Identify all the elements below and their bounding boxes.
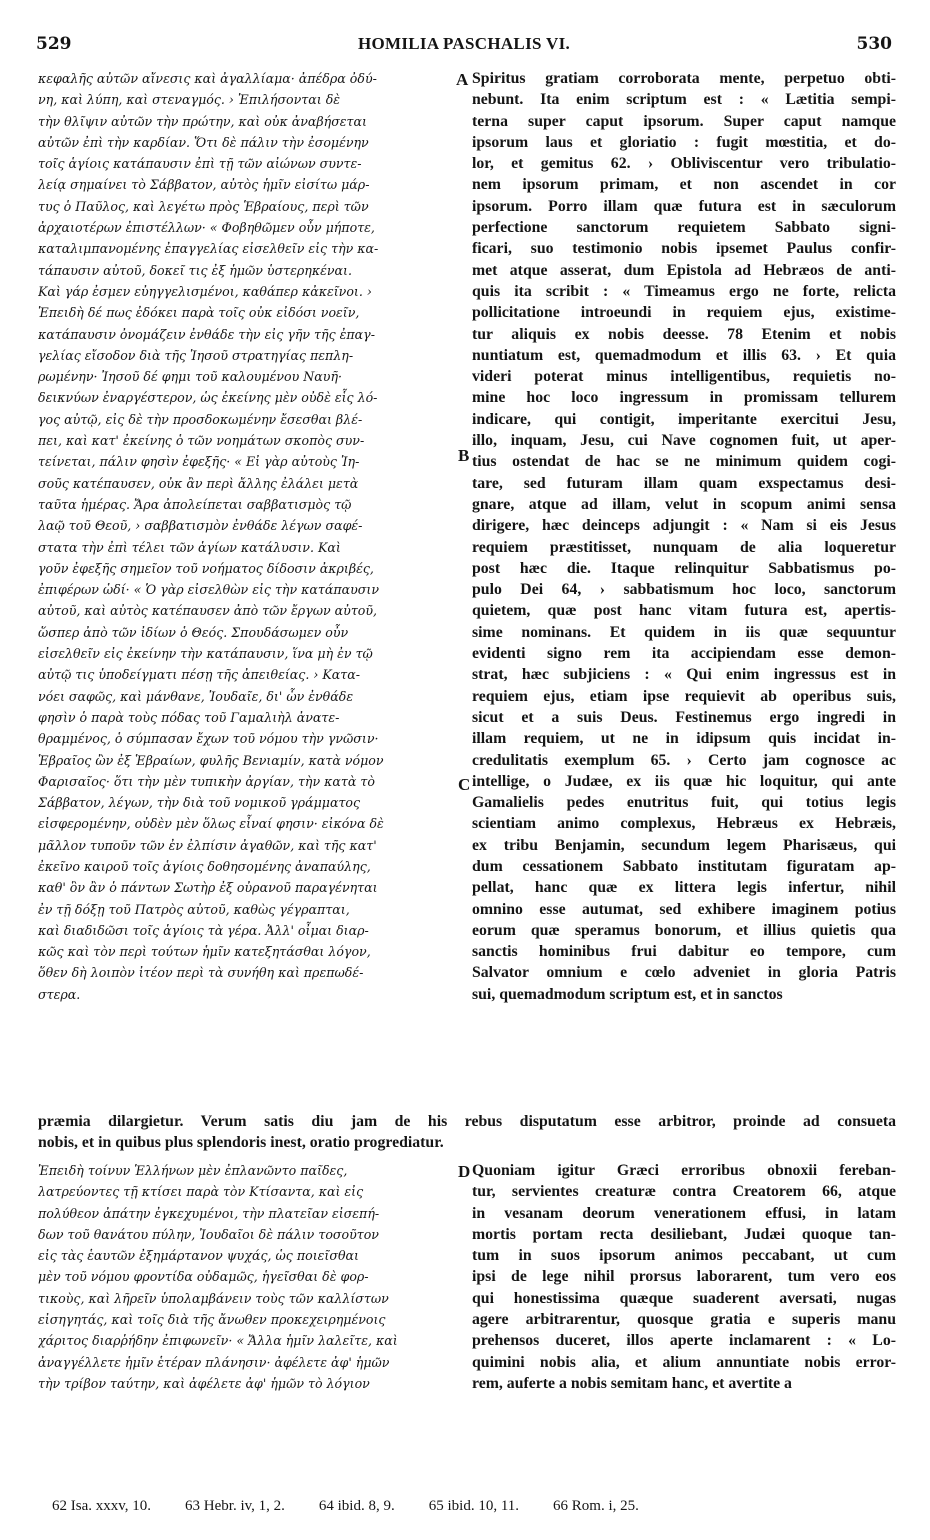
text-line: sicut et a suis Deus. Festinemus ergo ingredi in	[472, 708, 896, 726]
text-line: ἀρχαιοτέρων ἐπιστέλλων· « Φοβηθῶμεν οὖν μήποτε,	[38, 220, 375, 236]
margin-letter-b: B	[458, 446, 470, 465]
text-line: tur, servientes creaturæ contra Creatorem 66, atque	[472, 1183, 896, 1201]
text-line: in vesanam deorum venerationem effusi, in latam	[472, 1204, 896, 1222]
text-line: κατάπαυσιν ὀνομάζειν ἐνθάδε τὴν εἰς γῆν τῆς ἐπαγ-	[38, 326, 375, 342]
text-line: indicare, qui contigit, imperitante exercitui Jesu,	[472, 410, 896, 428]
text-line: λείᾳ σημαίνει τὸ Σάββατον, αὐτὸς ἡμῖν εἰσίτω μάρ-	[38, 177, 370, 193]
text-line: στερα.	[38, 986, 81, 1002]
text-line: sui, quemadmodum scriptum est, et in sanctos	[472, 985, 783, 1003]
text-line: intellige, o Judæe, ex iis quæ hic loquitur, qui ante	[472, 772, 896, 790]
text-line: ex tribu Benjamin, secundum legem Pharisæus, qui	[472, 836, 896, 854]
text-line: ipsorum laus et gloriatio : fugit mœstitia, et do-	[472, 133, 896, 151]
text-line: omnino esse autumat, sed exhibere imaginem potius	[472, 900, 896, 918]
text-line: δων τοῦ θανάτου πύλην, Ἰουδαῖοι δὲ πάλιν τοσοῦτον	[38, 1226, 379, 1242]
text-line: Καὶ γάρ ἐσμεν εὐηγγελισμένοι, καθάπερ κἀκεῖνοι. ›	[38, 283, 372, 299]
text-line: τοῖς ἁγίοις κατάπαυσιν ἐπὶ τῇ τῶν αἰώνων συντε-	[38, 156, 362, 172]
text-line: Ἑβραῖος ὢν ἐξ Ἑβραίων, φυλῆς Βενιαμίν, κατὰ νόμον	[38, 752, 384, 768]
latin-column-second-section	[472, 1160, 896, 1394]
text-line: τικοὺς, καὶ λῆρεῖν ὑπολαμβάνειν τοὺς τῶν καλλίστων	[38, 1290, 389, 1306]
text-line: τυς ὁ Παῦλος, καὶ λεγέτω πρὸς Ἑβραίους, περὶ τῶν	[38, 198, 369, 214]
footnote: 63 Hebr. iv, 1, 2.	[185, 1498, 285, 1514]
text-line: ficari, suo testimonio nobis ipsemet Paulus confir-	[472, 240, 896, 258]
text-line: ipsorum. Porro illam quæ futura est in sæculorum	[472, 197, 896, 215]
footnote: 66 Rom. i, 25.	[553, 1498, 639, 1514]
text-line: eorum quæ speramus bonorum, et illius quietis qua	[472, 921, 896, 939]
text-line: evidenti signo rem ita accipiendam esse demon-	[472, 645, 896, 663]
text-line: εἰσφερομένην, οὐδὲν μὲν ὅλως εἶναί φησιν· εἰκόνα δὲ	[38, 816, 384, 832]
text-line: ὅθεν δὴ λοιπὸν ἰτέον περὶ τὰ συνήθη καὶ πρεπωδέ-	[38, 965, 364, 981]
text-line: nuntiatum est, quemadmodum et illis 63. › Et quia	[472, 346, 896, 364]
text-line: pollicitatione introeundi in requiem ejus, existime-	[472, 304, 896, 322]
footnote: 64 ibid. 8, 9.	[318, 1498, 395, 1514]
text-line: σοῦς κατέπαυσεν, οὐκ ἂν περὶ ἄλλης ἐλάλει μετὰ	[38, 475, 359, 491]
text-line: strat, hæc subjiciens : « Qui enim ingressus est in	[472, 666, 896, 684]
text-line: Spiritus gratiam corroborata mente, perpetuo obti-	[472, 70, 896, 87]
full-width-paragraph	[38, 1111, 896, 1154]
text-line: γος αὐτῷ, εἰς δὲ τὴν προσδοκωμένην ἔσεσθαι βλέ-	[38, 411, 363, 427]
text-line: requiem præstitisset, nunquam de alia loqueretur	[472, 538, 896, 556]
text-line: lor, et gemitus 62. › Obliviscentur vero tribulatio-	[472, 155, 896, 173]
text-line: θραμμένος, ὁ σύμπασαν ἔχων τοῦ νόμου τὴν γνῶσιν·	[38, 731, 379, 747]
greek-column-second-section	[38, 1160, 456, 1394]
page-number-right: 530	[856, 34, 892, 54]
text-line: καὶ διαδιδῶσι τοῖς ἁγίοις τὰ γέρα. Ἀλλ' οἶμαι διαρ-	[38, 922, 369, 938]
text-line: mine hoc loco ingressum in promissam tellurem	[472, 389, 896, 407]
text-line: νόει σαφῶς, καὶ μάνθανε, Ἰουδαῖε, δι' ὧν ἐνθάδε	[38, 688, 354, 704]
text-line: agere arbitrarentur, quosque gratia e superis manu	[472, 1311, 896, 1329]
text-line: illam requiem, ut ne in idipsum quis incidat in-	[472, 730, 896, 748]
text-line: pulo Dei 64, › sabbatismum hoc loco, sanctorum	[472, 581, 896, 599]
text-line: Φαρισαῖος· ὅτι τὴν μὲν τυπικὴν ἀργίαν, τὴν κατὰ τὸ	[38, 773, 375, 789]
text-line: requiem ejus, etiam ipse requievit ab operibus suis,	[472, 687, 896, 705]
latin-column	[472, 68, 896, 1005]
text-line: ἐκεῖνο καιροῦ τοῖς ἁγίοις δοθησομένης ἀναπαύλης,	[38, 858, 371, 874]
text-line: nobis, et in quibus plus splendoris inest, oratio progrediatur.	[38, 1134, 444, 1152]
text-line: scientiam animo complexus, Hebræus ex Hebræis,	[472, 815, 896, 833]
text-line: γοῦν ἐφεξῆς σημεῖον τοῦ νοήματος δίδοσιν ἀκριβές,	[38, 560, 374, 576]
text-line: gnare, atque ad illam, velut in scopum animi sensa	[472, 495, 896, 513]
text-line: τείνεται, πάλιν φησὶν ἐφεξῆς· « Εἰ γὰρ αὐτοὺς Ἰη-	[38, 454, 360, 470]
text-line: dirigere, hæc deinceps adjungit : « Nam si eis Jesus	[472, 517, 896, 535]
text-line: rem, auferte a nobis semitam hanc, et avertite a	[472, 1374, 792, 1392]
text-line: videri poterat minus intelligentibus, requietis no-	[472, 368, 896, 386]
text-line: πει, καὶ κατ' ἐκείνης ὁ τῶν νοημάτων σκοπὸς συν-	[38, 433, 365, 449]
text-line: εἰσελθεῖν εἰς ἐκείνην τὴν κατάπαυσιν, ἵνα μὴ ἐν τῷ	[38, 646, 373, 662]
text-line: Gamalielis pedes enutritus fuit, qui totius legis	[472, 794, 896, 812]
page-number-left: 529	[36, 34, 72, 54]
running-title: HOMILIA PASCHALIS VI.	[357, 34, 571, 53]
text-line: qui honestissima quæque suaderent aversati, nugas	[472, 1289, 896, 1307]
text-line: tius ostendat de hac se ne minimum quidem cogi-	[472, 453, 896, 471]
text-line: Σάββατον, λέγων, τὴν διὰ τοῦ νομικοῦ γράμματος	[38, 795, 361, 811]
text-line: quimini nobis alia, et alium annuntiate nobis error-	[472, 1353, 896, 1371]
footnote: 62 Isa. xxxv, 10.	[52, 1498, 152, 1514]
text-line: στατα τὴν ἐπὶ τέλει τῶν ἁγίων κατάλυσιν. Καὶ	[38, 539, 341, 555]
text-line: αὐτῷ τις ὑποδείγματι πέσῃ τῆς ἀπειθείας. › Κατα-	[38, 667, 361, 683]
text-line: ipsi de lege nihil prorsus laborarent, tum vero eos	[472, 1268, 896, 1286]
text-line: mortis portam recta desiliebant, Judæi quoque tan-	[472, 1225, 896, 1243]
text-line: εἰς τὰς ἑαυτῶν ἐξημάρτανον ψυχάς, ὡς ποιεῖσθαι	[38, 1248, 359, 1264]
text-line: credulitatis exemplum 65. › Certo jam cognosce ac	[472, 751, 896, 769]
text-line: αὐτῶν ἐπὶ τὴν καρδίαν. Ὅτι δὲ πάλιν τὴν ἐσομένην	[38, 134, 369, 150]
text-line: καταλιμπανομένης ἐπαγγελίας εἰσελθεῖν εἰς τὴν κα-	[38, 241, 379, 257]
text-line: quietem, quæ post hanc vitam futura est, apertis-	[472, 602, 896, 620]
text-line: ρωμένην· Ἰησοῦ δέ φημι τοῦ καλουμένου Ναυῆ·	[38, 369, 343, 385]
page-header	[36, 34, 892, 62]
text-line: Quoniam igitur Græci erroribus obnoxii fereban-	[472, 1162, 896, 1179]
text-line: ὥσπερ ἀπὸ τῶν ἰδίων ὁ Θεός. Σπουδάσωμεν οὖν	[38, 624, 349, 640]
text-line: Ἐπειδὴ δέ πως ἐδόκει παρὰ τοῖς οὐκ εἰδόσι νοεῖν,	[38, 305, 360, 321]
text-line: τάπαυσιν αὐτοῦ, δοκεῖ τις ἐξ ἡμῶν ὑστερηκέναι.	[38, 262, 352, 278]
text-line: ταῦτα ἡμέρας. Ἄρα ἀπολείπεται σαββατισμὸς τῷ	[38, 496, 352, 512]
text-line: Ἐπειδὴ τοίνυν Ἑλλήνων μὲν ἐπλανῶντο παῖδες,	[38, 1163, 348, 1178]
text-line: ἐπιφέρων ὡδί· « Ὁ γὰρ εἰσελθὼν εἰς τὴν κατάπαυσιν	[38, 582, 379, 598]
margin-letter-d: D	[458, 1162, 471, 1181]
text-line: terna super caput ipsorum. Super caput namque	[472, 112, 896, 130]
margin-letter-a: A	[456, 70, 469, 89]
text-line: μὲν τοῦ νόμου φροντίδα οὐδαμῶς, ἡγεῖσθαι δὲ φορ-	[38, 1269, 369, 1285]
text-line: illo, inquam, Jesu, cui Nave cognomen fuit, ut aper-	[472, 432, 896, 450]
text-line: εἰσηγητάς, καὶ τοῖς διὰ τῆς ἄνωθεν προκεχειρημένοις	[38, 1312, 386, 1328]
text-line: perfectione sanctorum requietem Sabbato signi-	[472, 219, 896, 237]
text-line: φησὶν ὁ παρὰ τοὺς πόδας τοῦ Γαμαλιὴλ ἀνατε-	[38, 709, 340, 725]
text-line: tur aliquis ex nobis deesse. 78 Etenim et nobis	[472, 325, 896, 343]
text-line: γελίας εἴσοδον διὰ τῆς Ἰησοῦ στρατηγίας πεπλη-	[38, 347, 354, 363]
text-line: prehensos duceret, illos aperte inclamarent : « Lo-	[472, 1332, 896, 1350]
text-line: met atque asserat, dum Epistola ad Hebræos de anti-	[472, 261, 896, 279]
text-line: sanctis hominibus frui dabitur eo tempore, cum	[472, 943, 896, 961]
text-line: λατρεύοντες τῇ κτίσει παρὰ τὸν Κτίσαντα, καὶ εἰς	[38, 1184, 364, 1200]
text-line: post hæc die. Itaque relinquitur Sabbatismus po-	[472, 559, 896, 577]
text-line: sime nominans. Et quidem in iis quæ sequuntur	[472, 623, 896, 641]
text-line: tare, sed futuram illam quam exspectamus desi-	[472, 474, 896, 492]
margin-letter-c: C	[458, 775, 471, 794]
text-line: præmia dilargietur. Verum satis diu jam de his rebus disputatum esse arbitror, proinde ad consueta	[38, 1113, 896, 1130]
text-line: αὐτοῦ, καὶ αὐτὸς κατέπαυσεν ἀπὸ τῶν ἔργων αὐτοῦ,	[38, 603, 378, 619]
text-line: πολύθεον ἀπάτην ἐγκεχυμένοι, τὴν πλατεῖαν εἰσεπή-	[38, 1205, 380, 1221]
text-line: καθ' ὃν ἂν ὁ πάντων Σωτὴρ ἐξ οὐρανοῦ παραγένηται	[38, 880, 378, 896]
text-line: νη, καὶ λύπη, καὶ στεναγμός. › Ἐπιλήσονται δὲ	[38, 92, 341, 108]
text-line: nem ipsorum primam, et non ascendet in cor	[472, 176, 896, 194]
text-line: τὴν τρίβον ταύτην, καὶ ἀφέλετε ἀφ' ἡμῶν τὸ λόγιον	[38, 1375, 370, 1391]
text-line: δεικνύων ἐναργέστερον, ὡς ἐκείνης μὲν οὐδὲ εἷς λό-	[38, 390, 378, 406]
text-line: quis ita scribit : « Timeamus ergo ne forte, relicta	[472, 282, 896, 300]
text-line: ἀναγγέλλετε ἡμῖν ἑτέραν πλάνησιν· ἀφέλετε ἀφ' ἡμῶν	[38, 1354, 390, 1370]
greek-column	[38, 68, 456, 1005]
text-line: tum in suos ipsorum animos peccabant, ut cum	[472, 1247, 896, 1265]
text-line: Salvator omnium e cœlo adveniet in gloria Patris	[472, 964, 896, 982]
text-line: pellat, hanc quæ ex littera legis infertur, nihil	[472, 879, 896, 897]
footnotes	[52, 1498, 912, 1522]
text-line: nebunt. Ita enim scriptum est : « Lætitia sempi-	[472, 91, 896, 109]
footnote: 65 ibid. 10, 11.	[428, 1498, 520, 1514]
text-line: κεφαλῆς αὐτῶν αἴνεσις καὶ ἀγαλλίαμα· ἀπέδρα ὀδύ-	[38, 71, 377, 86]
text-line: μᾶλλον τυποῦν τῶν ἐν ἐλπίσιν ἀγαθῶν, καὶ τῆς κατ'	[38, 837, 377, 853]
text-line: τὴν θλῖψιν αὐτῶν τὴν πρώτην, καὶ οὐκ ἀναβήσεται	[38, 113, 367, 129]
text-line: χάριτος διαρῥήδην ἐπιφωνεῖν· « Ἄλλα ἡμῖν λαλεῖτε, καὶ	[38, 1333, 398, 1349]
text-line: dum cessationem Sabbato institutam figuratam ap-	[472, 857, 896, 875]
text-line: ἐν τῇ δόξῃ τοῦ Πατρὸς αὐτοῦ, καθὼς γέγραπται,	[38, 901, 350, 917]
text-line: κῶς καὶ τὸν περὶ τούτων ἡμῖν κατεξητάσθαι λόγον,	[38, 944, 371, 960]
text-line: λαῷ τοῦ Θεοῦ, › σαββατισμὸν ἐνθάδε λέγων σαφέ-	[38, 518, 363, 534]
